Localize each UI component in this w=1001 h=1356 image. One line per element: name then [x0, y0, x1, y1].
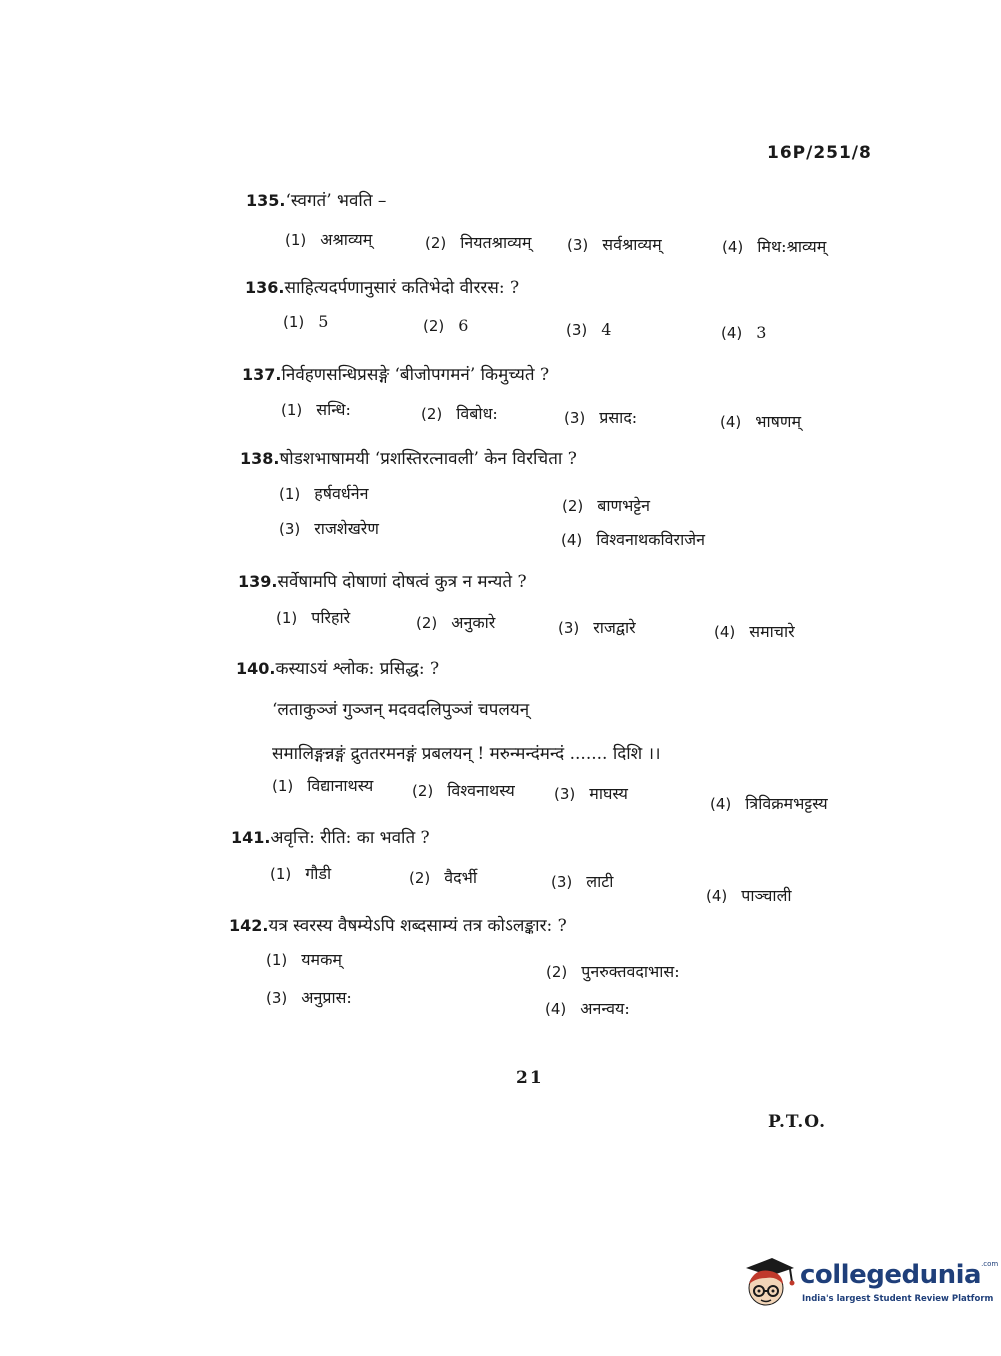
option-4: (4) समाचारे: [714, 622, 795, 641]
question-text: निर्वहणसन्धिप्रसङ्गे ‘बीजोपगमनं’ किमुच्यते ?: [281, 365, 550, 385]
option-2: (2) बाणभट्टेन: [562, 496, 651, 515]
option-1: (1) 5: [283, 312, 329, 331]
question-number: 142.: [229, 916, 269, 935]
question-number: 140.: [236, 659, 276, 678]
option-4: (4) पाञ्चाली: [706, 886, 792, 905]
option-1: (1) सन्धि:: [281, 400, 351, 419]
question-number: 139.: [238, 572, 278, 591]
option-2: (2) अनुकारे: [416, 613, 496, 632]
pto-label: P.T.O.: [768, 1112, 826, 1132]
brand-suffix: .com: [981, 1260, 999, 1268]
option-4: (4) 3: [721, 323, 767, 342]
option-4: (4) भाषणम्: [720, 412, 802, 431]
question-number: 136.: [245, 278, 285, 297]
question-text: ‘स्वगतं’ भवति –: [285, 191, 387, 211]
question-number: 135.: [246, 191, 286, 210]
question-number: 137.: [242, 365, 282, 384]
option-4: (4) विश्वनाथकविराजेन: [561, 530, 706, 549]
paper-code: 16P/251/8: [767, 143, 872, 163]
option-1: (1) परिहारे: [276, 608, 351, 627]
verse-line-1: ‘लताकुञ्जं गुञ्जन् मदवदलिपुञ्जं चपलयन्: [272, 700, 530, 720]
option-2: (2) विश्वनाथस्य: [412, 781, 515, 800]
option-3: (3) सर्वश्राव्यम्: [567, 235, 662, 254]
page-number: 21: [516, 1068, 544, 1088]
question-text: साहित्यदर्पणानुसारं कतिभेदो वीररस: ?: [284, 278, 520, 298]
brand-name: collegedunia: [800, 1260, 982, 1290]
brand-tagline: India's largest Student Review Platform: [802, 1294, 994, 1304]
option-2: (2) नियतश्राव्यम्: [425, 233, 532, 252]
option-3: (3) लाटी: [551, 872, 614, 891]
question-number: 138.: [240, 449, 280, 468]
question-text: कस्याऽयं श्लोक: प्रसिद्ध: ?: [275, 659, 440, 679]
option-1: (1) हर्षवर्धनेन: [279, 484, 369, 503]
option-4: (4) मिथ:श्राव्यम्: [722, 237, 827, 256]
option-3: (3) प्रसाद:: [564, 408, 638, 427]
verse-line-2: समालिङ्गन्नङ्गं द्रुततरमनङ्गं प्रबलयन् ! मरुन्मन्दंमन्दं ....... दिशि ।।: [272, 744, 661, 764]
option-1: (1) विद्यानाथस्य: [272, 776, 374, 795]
question-text: षोडशभाषामयी ‘प्रशस्तिरत्नावली’ केन विरचिता ?: [279, 449, 577, 469]
collegedunia-watermark: [740, 1252, 999, 1312]
option-2: (2) विबोध:: [421, 404, 498, 423]
option-2: (2) पुनरुक्तवदाभास:: [546, 962, 680, 981]
option-2: (2) 6: [423, 316, 469, 335]
option-1: (1) यमकम्: [266, 950, 342, 969]
option-4: (4) त्रिविक्रमभट्टस्य: [710, 794, 828, 813]
option-3: (3) अनुप्रास:: [266, 988, 352, 1007]
question-text: अवृत्ति: रीति: का भवति ?: [270, 828, 430, 848]
mascot-icon: [740, 1254, 796, 1310]
option-3: (3) राजद्वारे: [558, 618, 636, 637]
option-2: (2) वैदर्भी: [409, 868, 478, 887]
option-3: (3) राजशेखरेण: [279, 519, 379, 538]
question-text: यत्र स्वरस्य वैषम्येऽपि शब्दसाम्यं तत्र कोऽलङ्कार: ?: [268, 916, 567, 936]
question-number: 141.: [231, 828, 271, 847]
question-text: सर्वेषामपि दोषाणां दोषत्वं कुत्र न मन्यते ?: [277, 572, 527, 592]
option-1: (1) गौडी: [270, 864, 332, 883]
option-4: (4) अनन्वय:: [545, 999, 630, 1018]
option-3: (3) 4: [566, 320, 612, 339]
option-3: (3) माघस्य: [554, 784, 628, 803]
option-1: (1) अश्राव्यम्: [285, 230, 373, 249]
